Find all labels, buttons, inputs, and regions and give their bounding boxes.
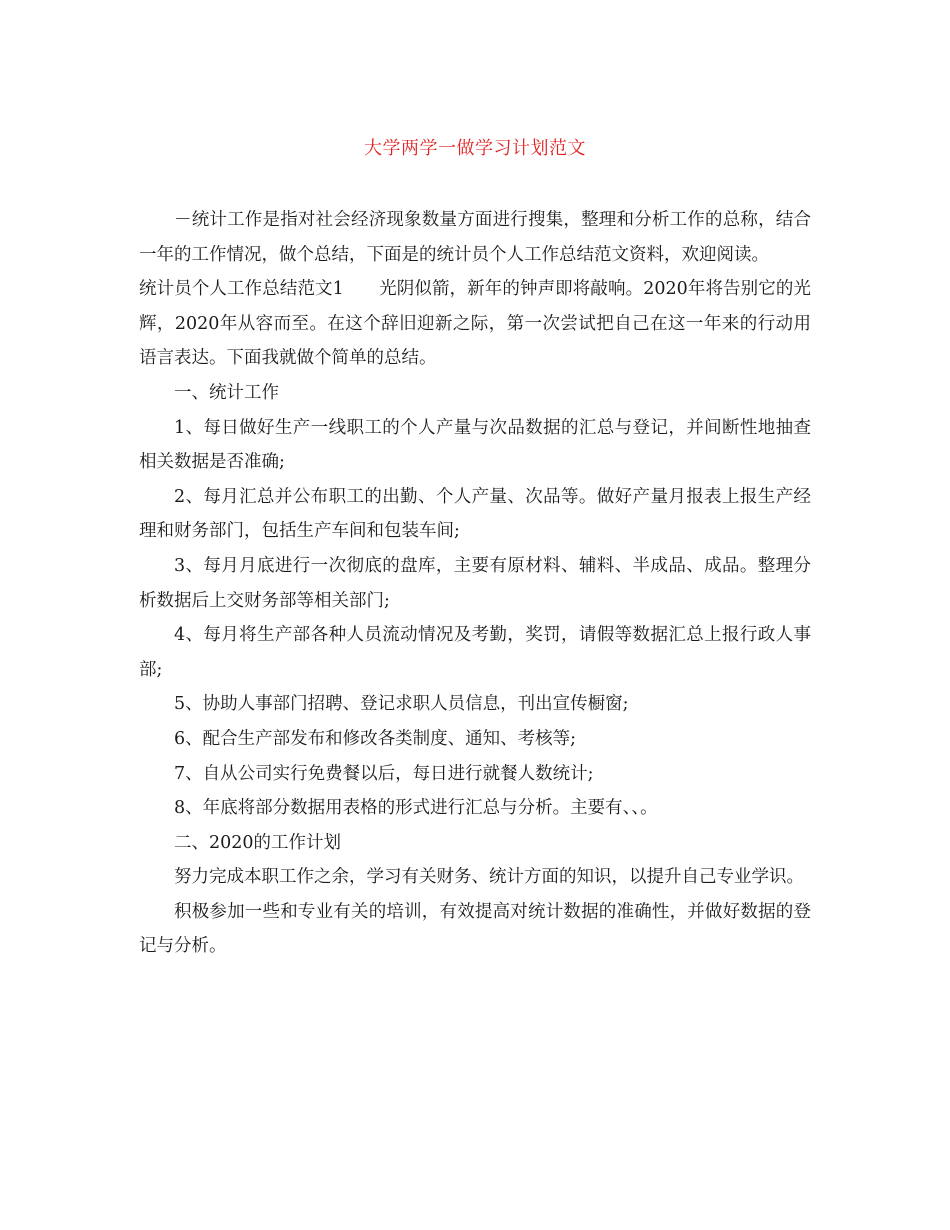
paragraph-summary-opening: 统计员个人工作总结范文1 光阴似箭，新年的钟声即将敲响。2020年将告别它的光辉，2020年从容而至。在这个辞旧迎新之际，第一次尝试把自己在这一年来的行动用语言表达。下面我就做个简单的总结。	[139, 279, 811, 369]
list-item-8: 8、年底将部分数据用表格的形式进行汇总与分析。主要有、、。	[174, 798, 658, 819]
list-item-5: 5、协助人事部门招聘、登记求职人员信息，刊出宣传橱窗;	[174, 694, 629, 715]
list-item-3: 3、每月月底进行一次彻底的盘库，主要有原材料、辅料、半成品、成品。整理分析数据后上交财务部等相关部门;	[139, 555, 811, 611]
list-item-2: 2、每月汇总并公布职工的出勤、个人产量、次品等。做好产量月报表上报生产经理和财务部门，包括生产车间和包装车间;	[139, 486, 811, 542]
paragraph-intro: －统计工作是指对社会经济现象数量方面进行搜集，整理和分析工作的总称，结合一年的工作情况，做个总结，下面是的统计员个人工作总结范文资料，欢迎阅读。	[139, 210, 811, 265]
list-item-7: 7、自从公司实行免费餐以后，每日进行就餐人数统计;	[174, 763, 594, 784]
section-heading-plan: 二、2020的工作计划	[174, 832, 342, 853]
plan-paragraph-2: 积极参加一些和专业有关的培训，有效提高对统计数据的准确性，并做好数据的登记与分析。	[139, 901, 811, 957]
plan-paragraph-1: 努力完成本职工作之余，学习有关财务、统计方面的知识，以提升自己专业学识。	[174, 867, 804, 888]
list-item-1: 1、每日做好生产一线职工的个人产量与次品数据的汇总与登记，并间断性地抽查相关数据是否准确;	[139, 417, 811, 473]
list-item-4: 4、每月将生产部各种人员流动情况及考勤，奖罚，请假等数据汇总上报行政人事部;	[139, 625, 811, 680]
document-title: 大学两学一做学习计划范文	[364, 138, 586, 159]
section-heading-statistics: 一、统计工作	[174, 382, 279, 403]
list-item-6: 6、配合生产部发布和修改各类制度、通知、考核等;	[174, 728, 577, 749]
document-body	[139, 203, 811, 964]
